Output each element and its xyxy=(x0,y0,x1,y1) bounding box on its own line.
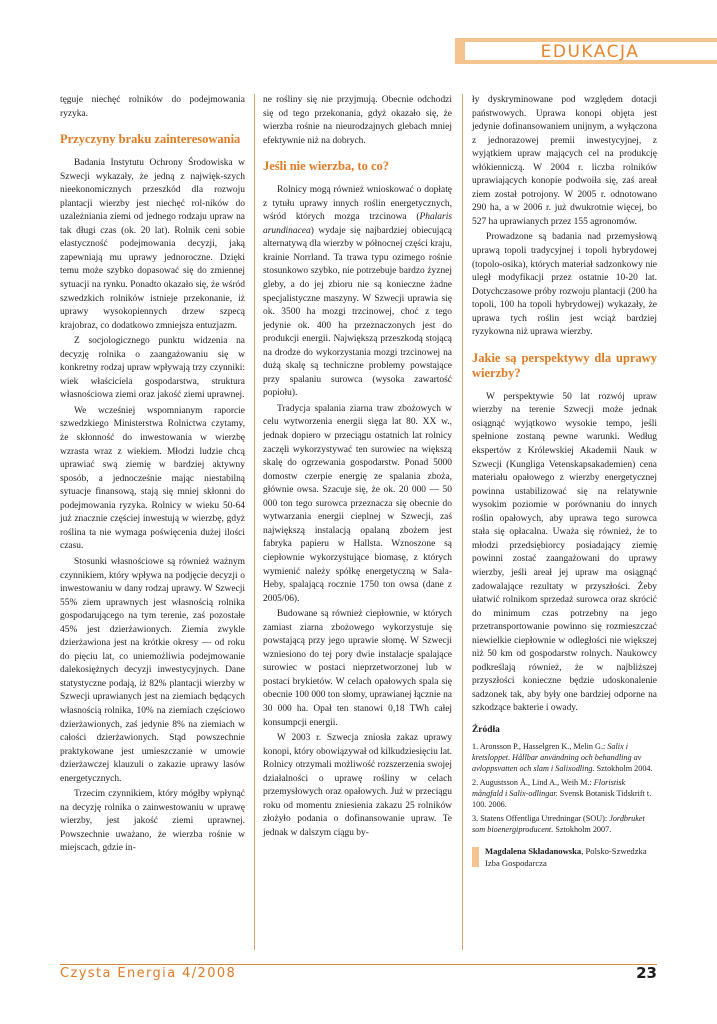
paragraph: Prowadzone są badania nad przemysłową uprawą topoli tradycyjnej i topoli hybrydowej (topolo-osika), których materiał sadzonkowy nie uległ modyfikacji przez ostatnie 10-20 lat. Dotychczasowe próby rozwoju plantacji (200 ha topoli, 100 ha topoli hybrydowej) wykazały, że uprawa tych roślin jest wciąż bardziej ryzykowna niż uprawa wierzby. xyxy=(472,232,657,338)
author-org: , Polsko-Szwedzka Izba Gospodarcza xyxy=(485,845,647,868)
sources-title: Źródła xyxy=(472,724,500,735)
source-item xyxy=(472,741,657,774)
magazine-issue: Czysta Energia 4/2008 xyxy=(60,966,237,981)
author-box xyxy=(472,845,657,869)
paragraph: Stosunki własnościowe są również ważnym czynnikiem, który wpływa na podjęcie decyzji o inwestowaniu w dany rodzaj uprawy. W Szwecji 55% ziem uprawnych jest własnością rolnika gospodarującego na tym terenie, zaś pozostałe 45% jest dzierżawionych. Ziemia zwykle dzierżawiona jest na krótkie okresy — od roku do pięciu lat, co uniemożliwia podejmowanie dalekosiężnych decyzji inwestycyjnych. Dane statystyczne podają, iż 82% plantacji wierzby w Szwecji uprawianych jest na ziemiach będących własnością rolnika, 10% na ziemiach częściowo dzierżawionych, zaś jedynie 8% na ziemiach w całości dzierżawionych. Stąd powszechnie praktykowane jest umieszczanie w umowie dzierżawczej klauzuli o zakazie uprawy lasów energetycznych. xyxy=(60,556,245,784)
paragraph: Tradycja spalania ziarna traw zbożowych w celu wytworzenia energii sięga lat 80. XX w., jednak dopiero w przeciągu ostatnich lat rolnicy zaczęli wykorzystywać ten surowiec na większą skalę do ogrzewania gospodarstw. Ponad 5000 domostw czerpie energię ze spalania zboża, głównie owsa. Szacuje się, że ok. 20 000 — 50 000 ton tego surowca przeznacza się obecnie do wytwarzania energii cieplnej w Szwecji, zaś największą instalacją opalaną zbożem jest fabryka papieru w Hallsta. Wznoszone są ciepłownie wykorzystujące biomasę, z których wymienić należy spółkę energetyczną w Sala-Heby, spalającą rocznie 1750 ton owsa (dane z 2005/06). xyxy=(263,403,452,604)
paragraph: tęguje niechęć rolników do podejmowania ryzyka. xyxy=(60,95,245,119)
paragraph: We wcześniej wspomnianym raporcie szwedzkiego Ministerstwa Rolnictwa czytamy, że skłonność do inwestowania w wierzbę wzrasta wraz z wiekiem. Młodzi ludzie chcą uprawiać swą ziemię w bardziej aktywny sposób, a jednocześnie mając niestabilną sytuacje finansową, stają się mniej skłonni do podejmowania ryzyka. Rolnicy w wieku 50-64 już znacznie częściej inwestują w wierzbę, gdyż roślina ta nie wymaga poświęcenia dużej ilości czasu. xyxy=(60,405,245,552)
author-credit xyxy=(485,845,657,869)
source-item xyxy=(472,813,657,835)
author-marker xyxy=(472,847,479,867)
section-heading: Przyczyny braku zainteresowania xyxy=(60,132,241,147)
author-name: Magdalena Składanowska xyxy=(485,845,582,856)
source-title: Floristisk mångfald i Salix-odlingar. xyxy=(472,777,626,798)
latin-name: Phalaris arundinacea xyxy=(263,212,452,236)
column-2 xyxy=(263,94,452,842)
paragraph: W 2003 r. Szwecja zniosła zakaz uprawy konopi, który obowiązywał od kilkudziesięciu lat. Rolnicy otrzymali możliwość rozszerzenia swojej działalności o uprawę rośliny w celach przemysłowych oraz opałowych. Już w przeciągu roku od momentu zniesienia zakazu 25 rolników złożyło podania o dofinansowanie upraw. Te jednak w dalszym ciągu by- xyxy=(263,733,452,838)
text-run: Svensk Botanisk Tidskrift t. 100. 2006. xyxy=(472,788,652,809)
text-run: Rolnicy mogą również wnioskować o dopłatę z tytułu uprawy innych roślin energetycznych, wśród których mozga trzcinowa ( xyxy=(263,185,452,223)
paragraph: W perspektywie 50 lat rozwój upraw wierzby na terenie Szwecji może jednak osiągnąć wyjątkowo wysokie tempo, jeśli spełnione zostaną pewne warunki. Według ekspertów z Królewskiej Akademii Nauk w Szwecji (Kungliga Vetenskapsakademien) cena materiału opałowego z wierzby energetycznej powinna ustabilizować się na relatywnie wysokim poziomie w porównaniu do innych roślin opałowych, aby uprawa tego surowca stała się opłacalna. Uważa się również, że to młodzi przedsiębiorcy posiadający ziemię powinni zostać zaangażowani do uprawy wierzby, jeśli areał jej upraw ma osiągnąć zadowalające rezultaty w przyszłości. Żeby ułatwić rolnikom sprzedaż surowca oraz skrócić do minimum czas potrzebny na jego przetransportowanie powinno się rozmieszczać niewielkie ciepłownie w odległości nie większej niż 50 km od gospodarstw rolnych. Naukowcy podkreślają również, że w najbliższej przyszłości konieczne będzie udoskonalenie sadzonek tak, aby były one bardziej odporne na szkodzące bakterie i owady. xyxy=(472,391,657,714)
column-divider xyxy=(462,94,463,950)
paragraph xyxy=(263,184,452,401)
paragraph: Budowane są również ciepłownie, w których zamiast ziarna zbożowego wykorzystuje się powstającą przy jego uprawie słomę. W Szwecji wzniesiono do tej pory dwie instalacje spalające surowiec w postaci nieprzetworzonej lub w postaci brykietów. W celach opałowych spala się obecnie 100 000 ton słomy, uprawianej łącznie na 30 000 ha. Opał ten stanowi 0,18 TWh całej konsumpcji energii. xyxy=(263,609,452,728)
footer-rule xyxy=(60,964,657,965)
source-title: Jordbruket som bioenergiproducent. xyxy=(472,813,645,834)
text-run: ) wydaje się najbardziej obiecującą alternatywą dla wierzby w północnej części kraju, krainie Norrland. Ta trawa typu ozimego rośnie stosunkowo szybko, nie potrzebuje bardzo żyznej gleby, a do jej zbioru nie są konieczne żadne specjalistyczne maszyny. W Szwecji uprawia się ok. 3500 ha mozgi trzcinowej, choć z tego jedynie ok. 400 ha przeznaczonych jest do produkcji energii. Największą przeszkodą stojącą na drodze do wykorzystania mozgi trzcinowej na dużą skalę są techniczne problemy powstające przy spalaniu surowca (wysoka zawartość popiołu). xyxy=(263,225,452,399)
paragraph: ne rośliny się nie przyjmują. Obecnie odchodzi się od tego przekonania, gdyż okazało się, że wierzba rośnie na nieurodzajnych glebach mniej efektywnie niż na dobrych. xyxy=(263,95,452,146)
paragraph: Z socjologicznego punktu widzenia na decyzję rolnika o zaangażowaniu się w konkretny rodzaj upraw wpływają trzy czynniki: wiek właściciela gospodarstwa, struktura własnościowa ziemi oraz jakość ziemi uprawnej. xyxy=(60,336,245,401)
page-number: 23 xyxy=(636,964,657,982)
section-heading: Jeśli nie wierzba, to co? xyxy=(263,159,390,174)
source-title: Salix i kretsloppet. Hållbar användning och behandling av avloppsvatten och slam i Salixodling. xyxy=(472,741,642,773)
paragraph: ły dyskryminowane pod względem dotacji państwowych. Uprawa konopi objęta jest jedynie dofinansowaniem unijnym, a wyłączona z jednorazowej premii inwestycyjnej, z wyjątkiem upraw mających cel na produkcję włókienniczą. W 2004 r. liczba rolników uprawiających konopie podwoiła się, zaś areał ziem został potrojony. W 2005 r. odnotowano 290 ha, a w 2006 r. już dwukrotnie więcej, bo 527 ha uprawianych przez 155 agronomów. xyxy=(472,95,657,227)
section-heading: Jakie są perspektywy dla uprawy wierzby? xyxy=(472,350,657,380)
paragraph: Badania Instytutu Ochrony Środowiska w Szwecji wykazały, że jedną z najwięk-szych nieekonomicznych przeszkód dla rozwoju plantacji wierzby jest niechęć rol-ników do uzależniania ziemi od jednego rodzaju upraw na tak długi czas (ok. 20 lat). Rolnik ceni sobie elastyczność podejmowania decyzji, jaką zapewniają mu uprawy jednoroczne. Dzięki temu może szybko dopasować się do zmiennej sytuacji na rynku. Ponadto okazało się, że wśród szwedzkich rolników istnieje przekonanie, iż uprawy wysokopiennych drzew szpecą krajobraz, co dodatkowo zmniejsza entuzjazm. xyxy=(60,158,245,331)
column-divider xyxy=(254,94,255,950)
text-run: 2. Augustsson Å., Lind A., Weih M.: xyxy=(472,777,594,787)
column-3 xyxy=(472,94,657,869)
text-run: Sztokholm 2004. xyxy=(594,763,653,773)
paragraph: Trzecim czynnikiem, który mógłby wpłynąć na decyzję rolnika o zainwestowaniu w uprawę wierzby, jest jakość ziemi uprawnej. Powszechnie uważano, że wierzba rośnie w miejscach, gdzie in- xyxy=(60,789,245,854)
text-run: Sztokholm 2007. xyxy=(553,824,612,834)
section-title: EDUKACJA xyxy=(540,42,640,62)
text-run: 1. Aronsson P., Hasselgren K., Melin G.: xyxy=(472,741,608,751)
sources-list xyxy=(472,741,657,835)
text-run: 3. Statens Offentliga Utredningar (SOU): xyxy=(472,813,610,823)
source-item xyxy=(472,777,657,810)
column-1 xyxy=(60,94,245,858)
